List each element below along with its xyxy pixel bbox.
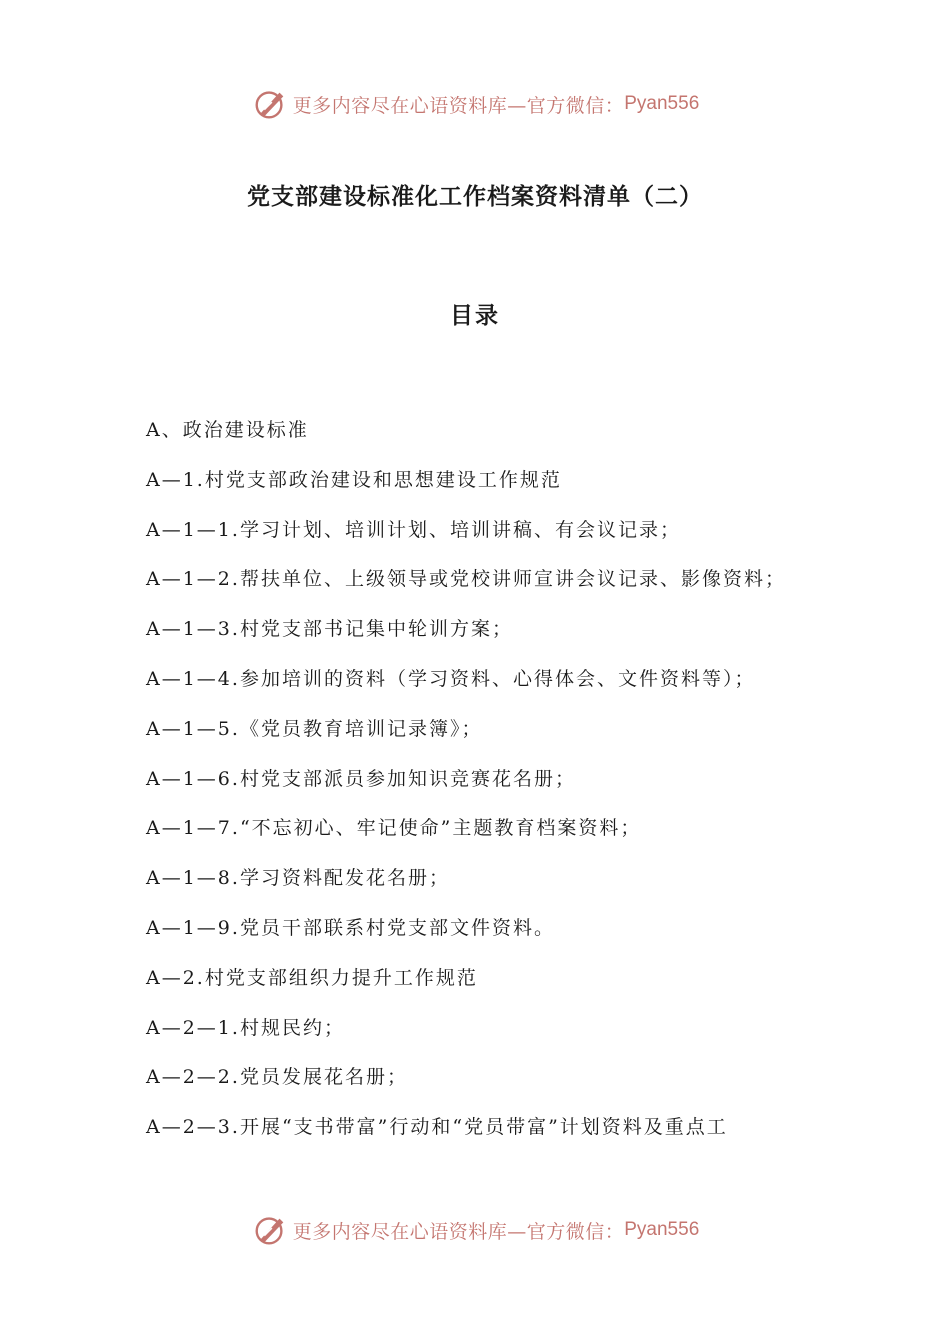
toc-entry: A—1.村党支部政治建设和思想建设工作规范 xyxy=(146,468,562,491)
toc-entry: A—1—6.村党支部派员参加知识竞赛花名册； xyxy=(146,767,576,790)
pen-nib-logo-icon xyxy=(251,1211,289,1249)
toc-entry: A—1—7.“不忘初心、牢记使命”主题教育档案资料； xyxy=(146,817,642,840)
toc-entry: A—2—3.开展“支书带富”行动和“党员带富”计划资料及重点工 xyxy=(146,1116,728,1139)
banner-text: 更多内容尽在心语资料库—官方微信： xyxy=(292,94,625,117)
toc-entry: A—1—1.学习计划、培训计划、培训讲稿、有会议记录； xyxy=(146,518,681,541)
toc-entry: A—1—5.《党员教育培训记录簿》； xyxy=(146,717,483,740)
toc-entry: A、政治建设标准 xyxy=(146,419,309,441)
toc-entry: A—1—4.参加培训的资料（学习资料、心得体会、文件资料等）； xyxy=(146,667,756,690)
toc-entry: A—2.村党支部组织力提升工作规范 xyxy=(146,966,478,989)
banner-wechat-id: Pyan556 xyxy=(624,93,700,114)
toc-entry: A—1—9.党员干部联系村党支部文件资料。 xyxy=(146,916,555,939)
banner-wechat-id: Pyan556 xyxy=(624,1219,700,1240)
toc-heading: 目录 xyxy=(450,302,500,329)
toc-entry: A—1—2.帮扶单位、上级领导或党校讲师宣讲会议记录、影像资料； xyxy=(146,568,786,591)
toc-entry: A—1—3.村党支部书记集中轮训方案； xyxy=(146,618,513,641)
toc-list xyxy=(146,406,826,1153)
toc-entry: A—2—2.党员发展花名册； xyxy=(146,1066,408,1089)
pen-nib-logo-icon xyxy=(251,85,289,123)
footer-banner xyxy=(0,1208,950,1252)
document-title: 党支部建设标准化工作档案资料清单（二） xyxy=(247,183,703,210)
toc-entry: A—1—8.学习资料配发花名册； xyxy=(146,867,450,890)
banner-text: 更多内容尽在心语资料库—官方微信： xyxy=(292,1220,625,1243)
toc-entry: A—2—1.村规民约； xyxy=(146,1016,345,1039)
header-banner xyxy=(0,82,950,126)
